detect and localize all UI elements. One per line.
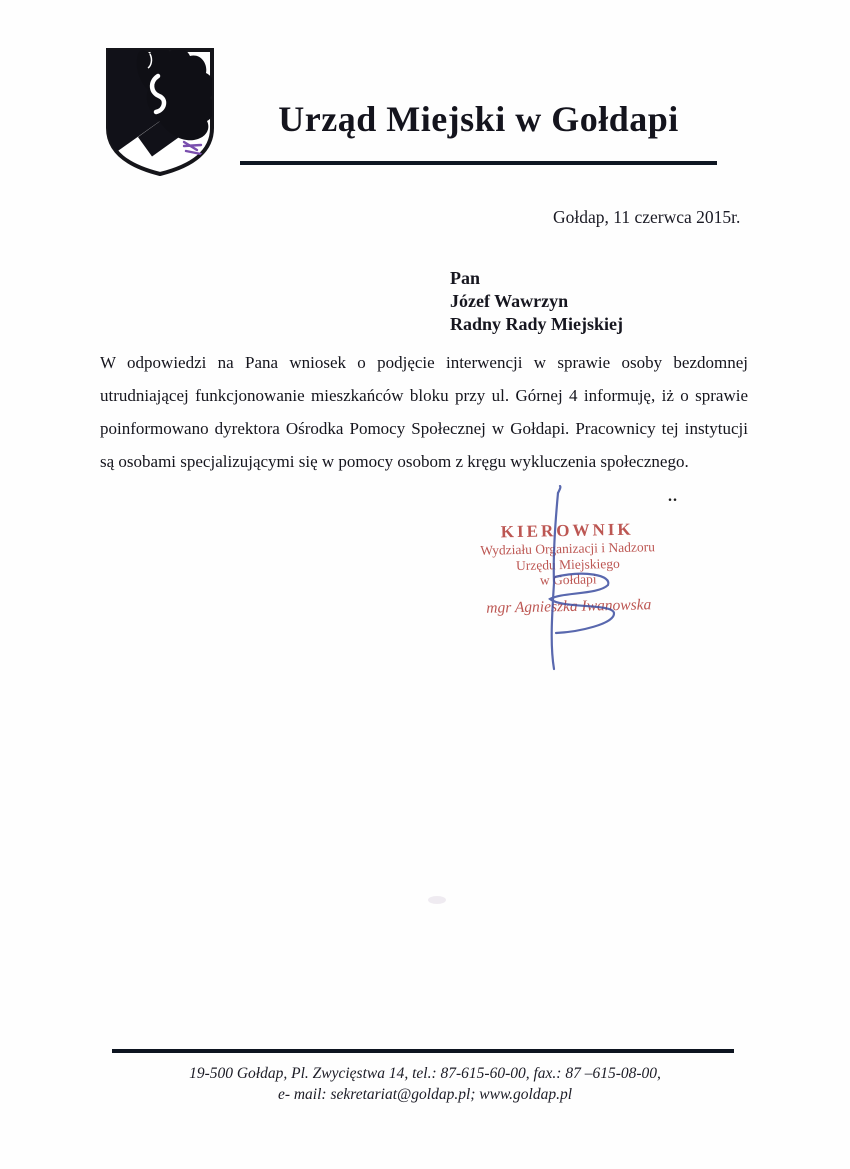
recipient-block bbox=[450, 267, 623, 336]
stamp-dept-line: Wydziału Organizacji i Nadzoru bbox=[480, 539, 656, 558]
stamp-dept-line: w Gołdapi bbox=[539, 571, 597, 588]
recipient-name: Józef Wawrzyn bbox=[450, 291, 569, 311]
footer-rule bbox=[112, 1049, 734, 1053]
letter-body bbox=[100, 346, 748, 478]
dateline: Gołdap, 11 czerwca 2015r. bbox=[553, 207, 741, 227]
body-line: poinformowano dyrektora Ośrodka Pomocy Społecznej w Gołdapi. Pracownicy tej instytucji bbox=[100, 419, 748, 438]
recipient-salutation: Pan bbox=[450, 268, 481, 288]
recipient-role: Radny Rady Miejskiej bbox=[450, 314, 624, 334]
handwritten-signature bbox=[500, 485, 660, 685]
stamp-signer: mgr Agnieszka Iwanowska bbox=[486, 595, 652, 617]
footer-contact bbox=[125, 1063, 725, 1105]
scan-smudge bbox=[428, 896, 446, 904]
body-line: W odpowiedzi na Pana wniosek o podjęcie interwencji w sprawie osoby bezdomnej bbox=[100, 353, 748, 372]
ink-mark: .. bbox=[668, 488, 678, 505]
header-rule bbox=[240, 161, 717, 165]
stamp-dept-line: Urzędu Miejskiego bbox=[515, 555, 620, 573]
footer-email-line: e- mail: sekretariat@goldap.pl; www.goldap.pl bbox=[277, 1086, 573, 1103]
footer-address-line: 19-500 Gołdap, Pl. Zwycięstwa 14, tel.: 87-615-60-00, fax.: 87 –615-08-00, bbox=[189, 1065, 661, 1082]
body-line: utrudniającej funkcjonowanie mieszkańców bloku przy ul. Górnej 4 informuję, iż o sprawie bbox=[100, 386, 748, 405]
page-title: Urząd Miejski w Gołdapi bbox=[278, 99, 679, 139]
goldap-coat-of-arms-icon bbox=[98, 42, 222, 180]
stamp-title: KIEROWNIK bbox=[500, 519, 634, 542]
body-line: są osobami specjalizującymi się w pomocy osobom z kręgu wykluczenia społecznego. bbox=[100, 452, 689, 471]
